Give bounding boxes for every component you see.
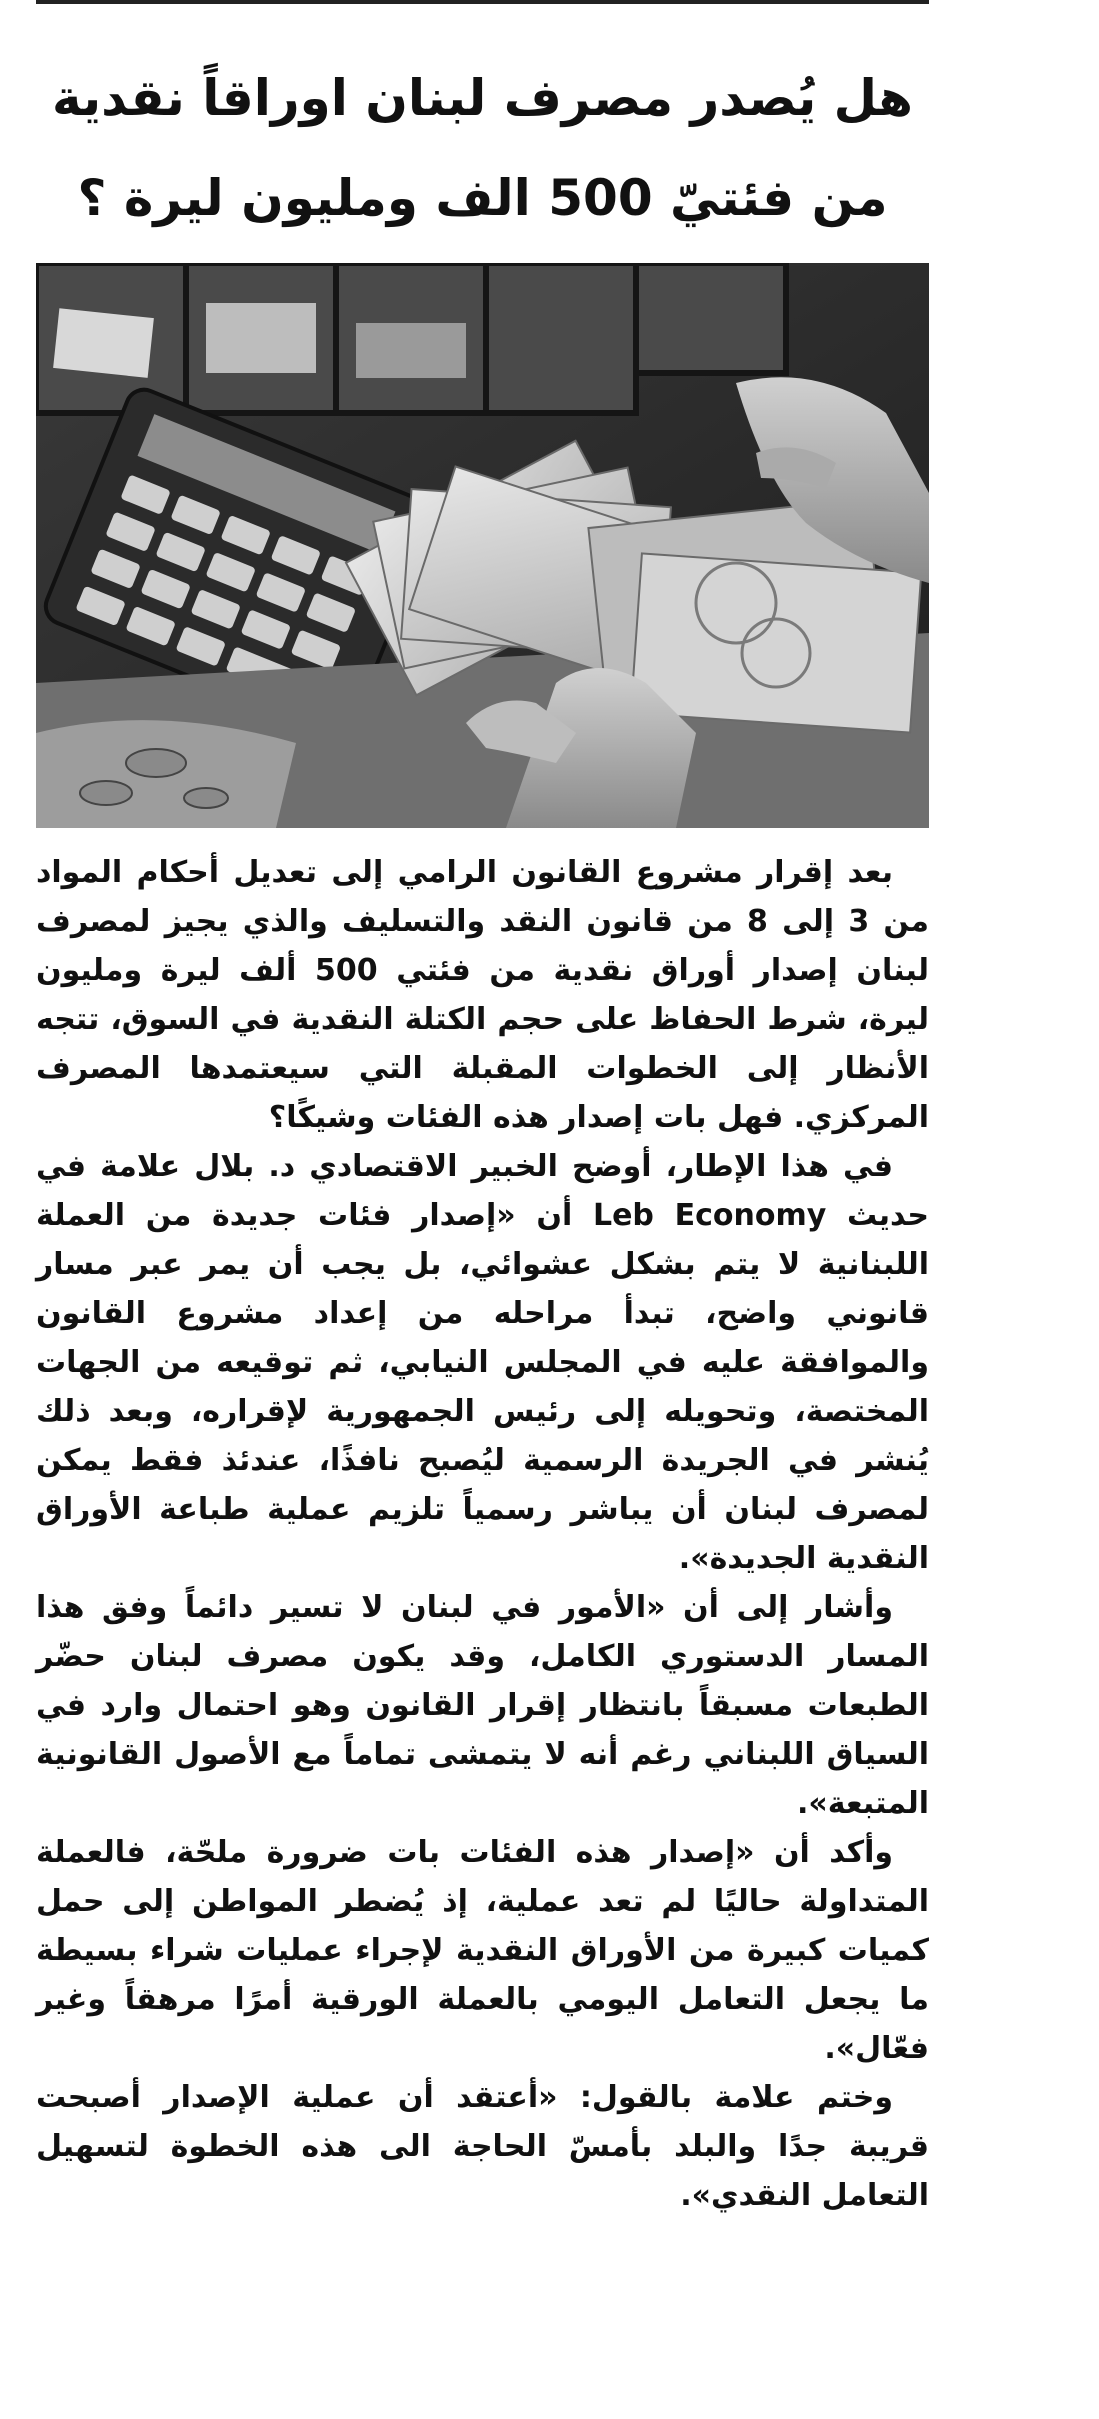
headline-line-1: هل يُصدر مصرف لبنان اوراقاً نقدية: [52, 69, 913, 127]
headline: [36, 48, 929, 248]
article-photo: [36, 263, 929, 828]
top-rule: [36, 0, 929, 4]
article-paragraph: وأكد أن «إصدار هذه الفئات بات ضرورة ملحّة، فالعملة المتداولة حاليًا لم تعد عملية، إذ يُضطر المواطن إلى حمل كميات كبيرة من الأوراق النقدية لإجراء عمليات شراء بسيطة ما يجعل التعامل اليومي بالعملة الورقية أمرًا مرهقاً وغير فعّال».: [36, 1835, 929, 2066]
article-paragraph: بعد إقرار مشروع القانون الرامي إلى تعديل أحكام المواد من 3 إلى 8 من قانون النقد والتسليف والذي يجيز لمصرف لبنان إصدار أوراق نقدية من فئتي 500 ألف ليرة ومليون ليرة، شرط الحفاظ على حجم الكتلة النقدية في السوق، تتجه الأنظار إلى الخطوات المقبلة التي سيعتمدها المصرف المركزي. فهل بات إصدار هذه الفئات وشيكًا؟: [36, 855, 930, 1135]
photo-cash-calculator-icon: [36, 263, 929, 828]
article-paragraph: وختم علامة بالقول: «أعتقد أن عملية الإصدار أصبحت قريبة جدًا والبلد بأمسّ الحاجة الى هذه الخطوة لتسهيل التعامل النقدي».: [36, 2080, 929, 2213]
article-paragraph: في هذا الإطار، أوضح الخبير الاقتصادي د. بلال علامة في حديث Leb Economy أن «إصدار فئات جديدة من العملة اللبنانية لا يتم بشكل عشوائي، بل يجب أن يمر عبر مسار قانوني واضح، تبدأ مراحله من إعداد مشروع القانون والموافقة عليه في المجلس النيابي، ثم توقيعه من الجهات المختصة، وتحويله إلى رئيس الجمهورية لإقراره، وبعد ذلك يُنشر في الجريدة الرسمية ليُصبح نافذًا، عندئذ فقط يمكن لمصرف لبنان أن يباشر رسمياً تلزيم عملية طباعة الأوراق النقدية الجديدة».: [36, 1149, 929, 1576]
article-paragraph: وأشار إلى أن «الأمور في لبنان لا تسير دائماً وفق هذا المسار الدستوري الكامل، وقد يكون مصرف لبنان حضّر الطبعات مسبقاً بانتظار إقرار القانون وهو احتمال وارد في السياق اللبناني رغم أنه لا يتمشى تماماً مع الأصول القانونية المتبعة».: [36, 1590, 929, 1821]
headline-line-2: من فئتيّ 500 الف ومليون ليرة ؟: [77, 169, 888, 227]
article-body: [36, 848, 929, 2220]
